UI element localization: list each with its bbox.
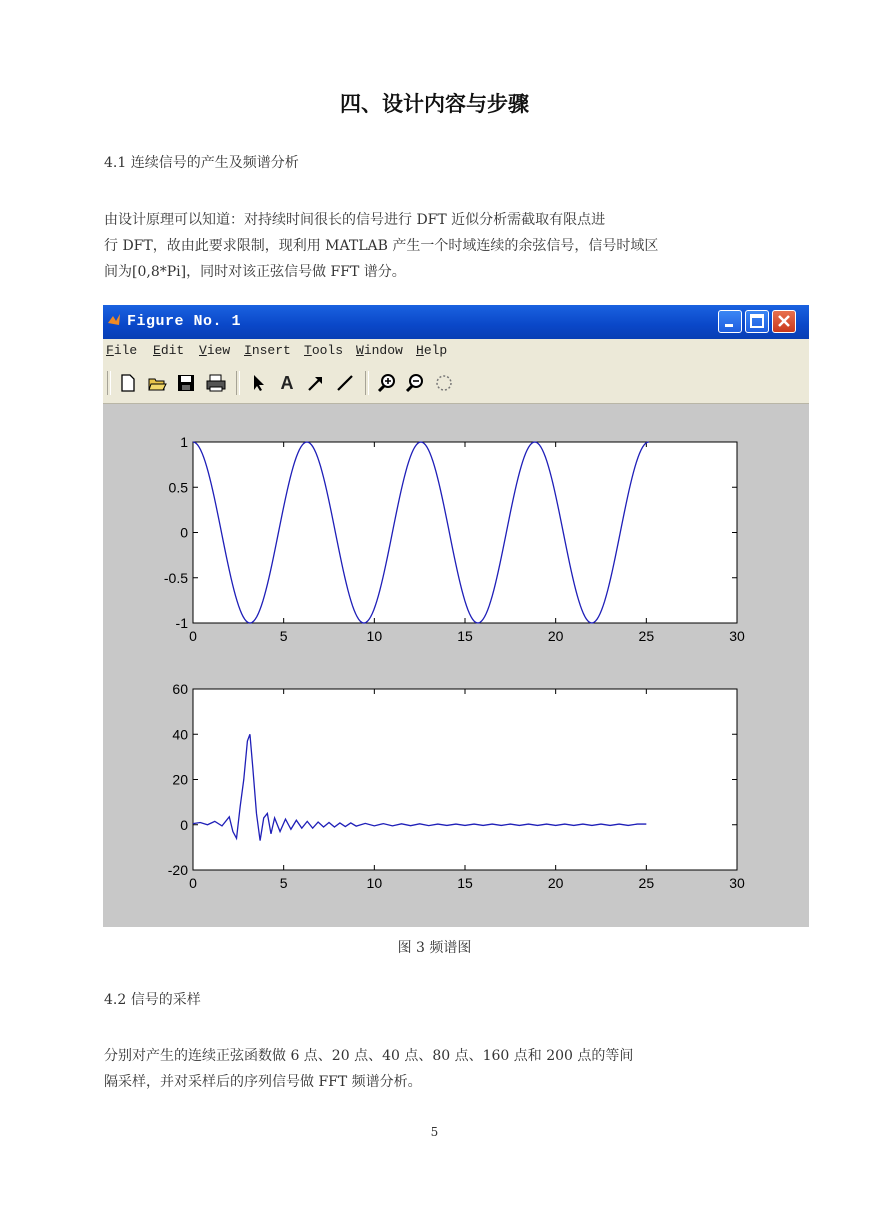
y-tick-label: 1 xyxy=(180,434,188,450)
section-4-2-title: 4.2 信号的采样 xyxy=(104,992,201,1008)
y-tick-label: -20 xyxy=(167,862,188,878)
menu-help[interactable]: Help xyxy=(416,343,448,358)
figure-caption: 图 3 频谱图 xyxy=(397,940,472,956)
paragraph-1-line: 间为[0,8*Pi]，同时对该正弦信号做 FFT 谱分。 xyxy=(104,264,406,280)
y-tick-label: 0 xyxy=(180,524,188,541)
x-tick-label: 5 xyxy=(279,628,288,644)
x-tick-label: 10 xyxy=(366,875,383,891)
menu-edit[interactable]: Edit xyxy=(153,343,185,358)
figure-axes-canvas xyxy=(103,305,809,927)
menu-tools[interactable]: Tools xyxy=(304,343,344,358)
menu-insert[interactable]: Insert xyxy=(244,343,291,358)
insert-text-icon[interactable]: A xyxy=(280,373,294,393)
x-tick-label: 0 xyxy=(189,875,197,891)
y-tick-label: -0.5 xyxy=(163,569,188,586)
x-tick-label: 10 xyxy=(366,628,383,644)
paragraph-1-line: 由设计原理可以知道：对持续时间很长的信号进行 DFT 近似分析需截取有限点进 xyxy=(104,212,606,228)
x-tick-label: 0 xyxy=(189,628,197,644)
x-tick-label: 5 xyxy=(279,875,288,891)
y-tick-label: 40 xyxy=(172,726,188,743)
x-tick-label: 25 xyxy=(638,875,655,891)
y-tick-label: -1 xyxy=(175,615,188,631)
chapter-heading: 四、设计内容与步骤 xyxy=(340,92,529,116)
matlab-figure-window xyxy=(103,305,809,927)
paragraph-2-line: 分别对产生的连续正弦函数做 6 点、20 点、40 点、80 点、160 点和 200 点的等间 xyxy=(104,1048,634,1064)
x-tick-label: 20 xyxy=(547,628,564,644)
paragraph-1 xyxy=(104,207,774,285)
menu-file[interactable]: File xyxy=(106,343,138,358)
y-tick-label: 0.5 xyxy=(168,479,188,496)
paragraph-2 xyxy=(104,1043,774,1095)
x-tick-label: 30 xyxy=(729,628,745,644)
page-number: 5 xyxy=(430,1125,439,1139)
window-title: Figure No. 1 xyxy=(127,313,242,330)
x-tick-label: 15 xyxy=(457,628,473,644)
axes-2-frame xyxy=(193,689,737,870)
menu-view[interactable]: View xyxy=(199,343,231,358)
x-tick-label: 15 xyxy=(457,875,473,891)
x-tick-label: 30 xyxy=(729,875,745,891)
y-tick-label: 20 xyxy=(172,771,188,788)
x-tick-label: 20 xyxy=(547,875,564,891)
x-tick-label: 25 xyxy=(638,628,655,644)
section-4-1-title: 4.1 连续信号的产生及频谱分析 xyxy=(104,155,299,171)
paragraph-2-line: 隔采样，并对采样后的序列信号做 FFT 频谱分析。 xyxy=(104,1074,422,1090)
y-tick-label: 60 xyxy=(172,681,188,697)
menu-window[interactable]: Window xyxy=(356,343,403,358)
paragraph-1-line: 行 DFT，故由此要求限制，现利用 MATLAB 产生一个时域连续的余弦信号，信号时域区 xyxy=(104,238,659,254)
axes-1-frame xyxy=(193,442,737,623)
y-tick-label: 0 xyxy=(180,816,188,833)
